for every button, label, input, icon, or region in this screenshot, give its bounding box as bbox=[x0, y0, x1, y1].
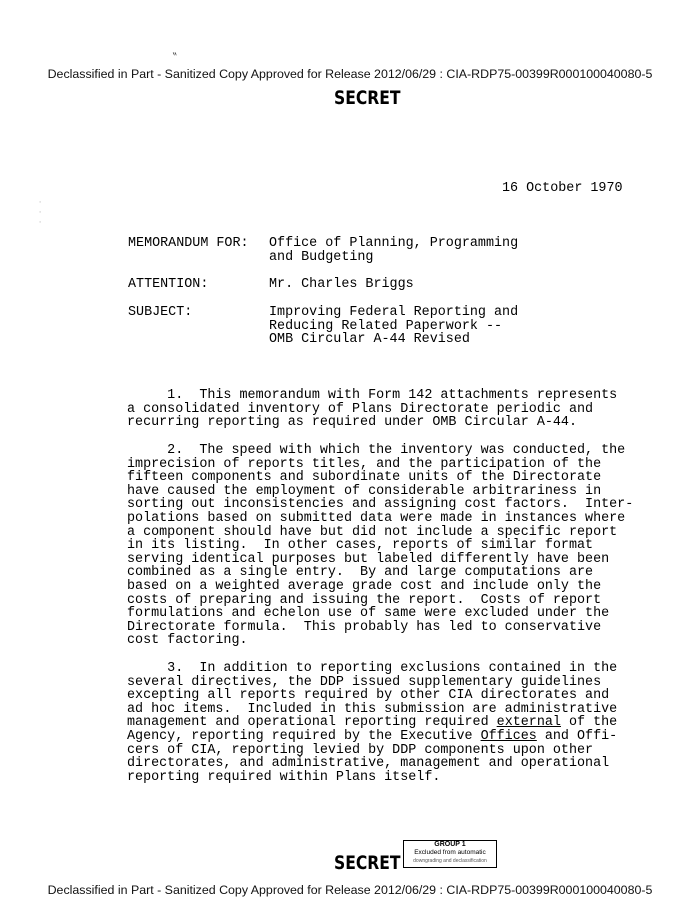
paragraph-line: excepting all reports required by other CIA directorates and bbox=[127, 688, 610, 704]
attention-label: ATTENTION: bbox=[128, 277, 209, 292]
line-text: and Offi- bbox=[536, 728, 618, 744]
classification-marking-bottom: SECRET bbox=[334, 852, 401, 874]
subject-line: OMB Circular A-44 Revised bbox=[269, 332, 470, 348]
paragraph-line: a consolidated inventory of Plans Directorate periodic and bbox=[127, 401, 594, 417]
paragraph-line: imprecision of reports titles, and the participation of the bbox=[127, 456, 602, 472]
classification-marking-top: SECRET bbox=[334, 87, 401, 109]
paragraph-line: formulations and echelon use of same were excluded under the bbox=[127, 606, 610, 622]
paragraph-line bbox=[127, 716, 667, 730]
paragraph-line: 3. In addition to reporting exclusions contained in the bbox=[127, 661, 618, 676]
paragraph-line: directorates, and administrative, management and operational bbox=[127, 756, 610, 772]
underlined-word-offices: Offices bbox=[480, 728, 537, 744]
subject-line: Improving Federal Reporting and bbox=[269, 305, 519, 320]
paragraph-line: costs of preparing and issuing the report. Costs of report bbox=[127, 592, 602, 608]
paragraph-line: recurring reporting as required under OMB Circular A-44. bbox=[127, 415, 577, 431]
paragraph-line: cost factoring. bbox=[127, 633, 248, 649]
paragraph-line: combined as a single entry. By and large computations are bbox=[127, 565, 594, 581]
paragraph-line: have caused the employment of considerable arbitrariness in bbox=[127, 483, 602, 499]
underlined-word-external: external bbox=[496, 715, 561, 731]
stray-mark: ‟ bbox=[172, 52, 178, 62]
memorandum-for-value bbox=[269, 237, 518, 264]
stamp-line: Excluded from automatic bbox=[414, 849, 486, 856]
paragraph-line: reporting required within Plans itself. bbox=[127, 769, 441, 785]
paragraph-3 bbox=[127, 662, 667, 784]
subject-label: SUBJECT: bbox=[128, 305, 193, 320]
paragraph-line: polations based on submitted data were made in instances where bbox=[127, 510, 626, 526]
paragraph-line: several directives, the DDP issued supplementary guidelines bbox=[127, 674, 602, 690]
declassification-banner-bottom: Declassified in Part - Sanitized Copy Approved for Release 2012/06/29 : CIA-RDP75-00399R000100040080-5 bbox=[47, 883, 653, 897]
subject-line: Reducing Related Paperwork -- bbox=[269, 318, 503, 334]
paragraph-line: 2. The speed with which the inventory was conducted, the bbox=[127, 443, 626, 458]
edge-specks: · · · bbox=[38, 199, 43, 227]
line-text: management and operational reporting required bbox=[127, 715, 497, 731]
stamp-group: GROUP 1 bbox=[434, 841, 466, 848]
group-1-stamp bbox=[403, 840, 497, 868]
paragraph-line bbox=[127, 730, 667, 744]
paragraph-line: in its listing. In other cases, reports of similar format bbox=[127, 538, 594, 554]
subject-value bbox=[269, 306, 518, 347]
paragraph-2 bbox=[127, 444, 667, 648]
memorandum-for-line: Office of Planning, Programming bbox=[269, 236, 519, 251]
paragraph-line: serving identical purposes but labeled differently have been bbox=[127, 551, 610, 567]
stamp-line: downgrading and declassification bbox=[413, 858, 487, 864]
paragraph-line: 1. This memorandum with Form 142 attachments represents bbox=[127, 388, 618, 403]
paragraph-line: fifteen components and subordinate units of the Directorate bbox=[127, 470, 602, 486]
paragraph-1 bbox=[127, 389, 667, 430]
paragraph-line: Directorate formula. This probably has led to conservative bbox=[127, 619, 602, 635]
declassification-banner-top: Declassified in Part - Sanitized Copy Approved for Release 2012/06/29 : CIA-RDP75-00399R000100040080-5 bbox=[47, 67, 653, 81]
paragraph-line: based on a weighted average grade cost and include only the bbox=[127, 578, 602, 594]
memo-date: 16 October 1970 bbox=[502, 181, 623, 196]
paragraph-line: ad hoc items. Included in this submission are administrative bbox=[127, 701, 618, 717]
paragraph-line: cers of CIA, reporting levied by DDP components upon other bbox=[127, 742, 594, 758]
attention-value: Mr. Charles Briggs bbox=[269, 277, 414, 292]
line-text: of the bbox=[560, 715, 618, 731]
paragraph-line: sorting out inconsistencies and assigning cost factors. Inter- bbox=[127, 497, 634, 513]
line-text: Agency, reporting required by the Executive bbox=[127, 728, 481, 744]
memorandum-for-label: MEMORANDUM FOR: bbox=[128, 236, 249, 251]
paragraph-line: a component should have but did not include a specific report bbox=[127, 524, 618, 540]
memorandum-for-line: and Budgeting bbox=[269, 249, 374, 265]
